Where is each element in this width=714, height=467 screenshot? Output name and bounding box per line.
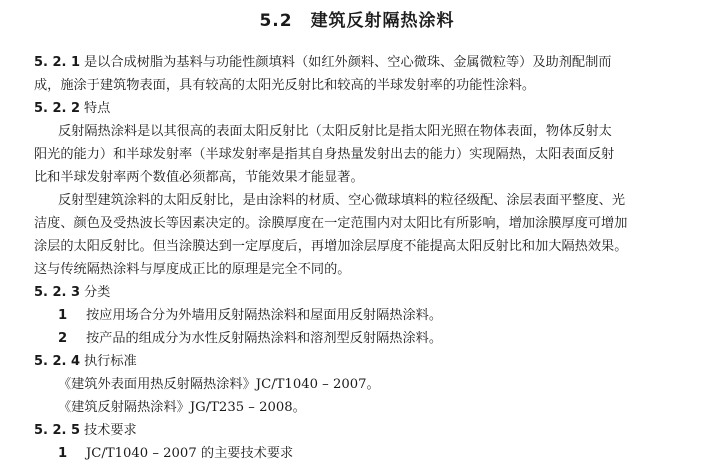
paragraph-line xyxy=(34,214,694,234)
paragraph-text: 这与传统隔热涂料与厚度成正比的原理是完全不同的。 xyxy=(34,262,351,277)
clause-number: 5. 2. 5 xyxy=(34,423,81,438)
list-item-number: 1 xyxy=(58,446,68,461)
list-item-number: 2 xyxy=(58,331,68,346)
paragraph-text: 反射型建筑涂料的太阳反射比，是由涂料的材质、空心微球填料的粒径级配、涂层表面平整度、光 xyxy=(58,193,626,208)
paragraph-text: 比和半球发射率两个数值必须都高，节能效果才能显著。 xyxy=(34,170,364,185)
list-item xyxy=(34,444,714,464)
paragraph-line xyxy=(34,260,694,280)
paragraph-line xyxy=(34,237,694,257)
list-item-text: 按产品的组成分为水性反射隔热涂料和溶剂型反射隔热涂料。 xyxy=(86,331,443,346)
paragraph-text: 阳光的能力）和半球发射率（半球发射率是指其自身热量发射出去的能力）实现隔热，太阳表面反射 xyxy=(34,147,615,162)
list-item-text: 按应用场合分为外墙用反射隔热涂料和屋面用反射隔热涂料。 xyxy=(86,308,443,323)
clause-number: 5. 2. 4 xyxy=(34,354,81,369)
paragraph-line xyxy=(34,145,694,165)
clause-5-2-5-heading xyxy=(34,421,694,441)
paragraph-line xyxy=(34,191,714,211)
clause-heading: 分类 xyxy=(84,285,111,300)
clause-5-2-4-heading xyxy=(34,352,694,372)
clause-number: 5. 2. 1 xyxy=(34,55,81,70)
clause-heading: 特点 xyxy=(84,101,111,116)
clause-5-2-1-line-2 xyxy=(34,76,694,96)
clause-5-2-2-heading xyxy=(34,99,694,119)
clause-text: 成，施涂于建筑物表面，具有较高的太阳光反射比和较高的半球发射率的功能性涂料。 xyxy=(34,78,536,93)
section-title xyxy=(0,6,714,31)
paragraph-text: 涂层的太阳反射比。但当涂膜达到一定厚度后，再增加涂层厚度不能提高太阳反射比和加大隔热效果。 xyxy=(34,239,628,254)
standard-text: 《建筑外表面用热反射隔热涂料》JC/T1040 – 2007。 xyxy=(58,377,380,392)
clause-5-2-3-heading xyxy=(34,283,694,303)
standard-reference xyxy=(34,375,714,395)
paragraph-line xyxy=(34,122,714,142)
list-item-text: JC/T1040 – 2007 的主要技术要求 xyxy=(86,446,294,461)
section-title-text: 建筑反射隔热涂料 xyxy=(310,11,455,31)
list-item xyxy=(34,329,714,349)
list-item-number: 1 xyxy=(58,308,68,323)
clause-heading: 执行标准 xyxy=(84,354,137,369)
clause-heading: 技术要求 xyxy=(84,423,137,438)
clause-number: 5. 2. 2 xyxy=(34,101,81,116)
clause-5-2-1-line-1 xyxy=(34,53,694,73)
paragraph-text: 洁度、颜色及受热波长等因素决定的。涂膜厚度在一定范围内对太阳比有所影响，增加涂膜厚度可增加 xyxy=(34,216,628,231)
standard-text: 《建筑反射隔热涂料》JG/T235 – 2008。 xyxy=(58,400,306,415)
standard-reference xyxy=(34,398,714,418)
section-title-number: 5.2 xyxy=(259,11,293,31)
paragraph-line xyxy=(34,168,694,188)
paragraph-text: 反射隔热涂料是以其很高的表面太阳反射比（太阳反射比是指太阳光照在物体表面，物体反射太 xyxy=(58,124,612,139)
clause-text: 是以合成树脂为基料与功能性颜填料（如红外颜料、空心微珠、金属微粒等）及助剂配制而 xyxy=(84,55,612,70)
clause-number: 5. 2. 3 xyxy=(34,285,81,300)
list-item xyxy=(34,306,714,326)
